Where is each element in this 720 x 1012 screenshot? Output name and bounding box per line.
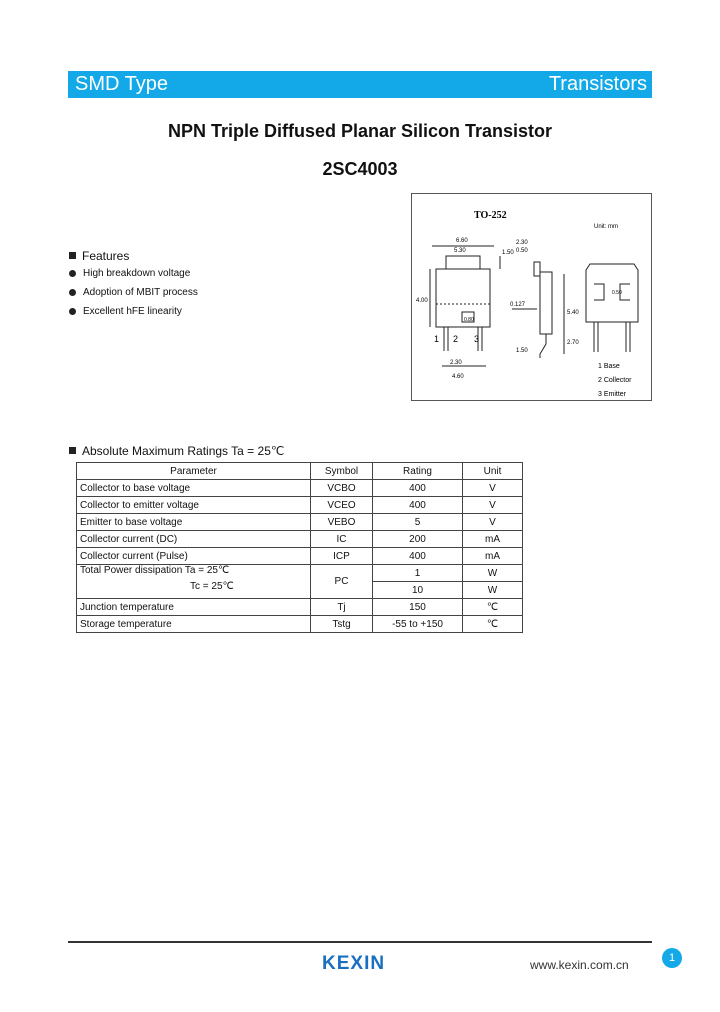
header-right: Transistors: [548, 73, 647, 95]
pin-3-label: 3: [474, 334, 480, 344]
list-item: High breakdown voltage: [69, 268, 198, 287]
bullet-icon: [69, 270, 76, 277]
package-drawing-box: [411, 193, 652, 401]
dim-f: 2.30: [450, 360, 462, 366]
table-row: Collector to emitter voltage VCEO 400 V: [77, 497, 523, 514]
part-number: 2SC4003: [322, 159, 398, 179]
package-drawing: [412, 194, 653, 402]
pin-2-label: 2: [453, 334, 459, 344]
dim-g: 4.60: [452, 374, 464, 380]
dim-h: 2.30: [516, 240, 528, 246]
dim-i: 0.50: [516, 248, 528, 254]
dim-e: 0.80: [464, 317, 474, 323]
table-header-row: [77, 463, 523, 480]
pin-legend-base: 1 Base: [598, 363, 620, 370]
list-item: Adoption of MBIT process: [69, 287, 198, 306]
side-view: [512, 262, 564, 358]
dim-k: 5.40: [567, 310, 579, 316]
company-logo: KEXIN: [322, 953, 386, 974]
dim-a: 6.60: [456, 238, 468, 244]
power-parameter-cell: Total Power dissipation Ta = 25℃ Tc = 25℃: [77, 565, 311, 599]
table-row: 10 W: [77, 582, 523, 599]
pin-1-label: 1: [434, 334, 440, 344]
table-row: Total Power dissipation Ta = 25℃ Tc = 25℃ PC 1 W: [77, 565, 523, 582]
dim-l: 2.70: [567, 340, 579, 346]
col-symbol: Symbol: [311, 463, 373, 480]
table-row: Collector current (Pulse) ICP 400 mA: [77, 548, 523, 565]
ratings-table: [76, 462, 523, 633]
square-bullet-icon: [69, 252, 76, 259]
company-url[interactable]: www.kexin.com.cn: [530, 958, 629, 972]
col-parameter: Parameter: [77, 463, 311, 480]
back-view: [586, 264, 638, 352]
bullet-icon: [69, 289, 76, 296]
table-row: Collector current (DC) IC 200 mA: [77, 531, 523, 548]
square-bullet-icon: [69, 447, 76, 454]
col-unit: Unit: [463, 463, 523, 480]
table-row: Emitter to base voltage VEBO 5 V: [77, 514, 523, 531]
page-number: 1: [662, 948, 682, 968]
list-item: Excellent hFE linearity: [69, 306, 198, 325]
header-banner: [68, 71, 652, 98]
col-rating: Rating: [373, 463, 463, 480]
bullet-icon: [69, 308, 76, 315]
header-left: SMD Type: [75, 73, 168, 95]
dim-n: 0.50: [612, 290, 622, 296]
pin-legend-collector: 2 Collector: [598, 377, 632, 384]
front-view: [430, 246, 500, 366]
ratings-heading: Absolute Maximum Ratings Ta = 25℃: [69, 444, 284, 458]
dim-d: 4.00: [416, 298, 428, 304]
features-list: [69, 268, 198, 325]
dim-j: 0.127: [510, 302, 526, 308]
document-title: NPN Triple Diffused Planar Silicon Transistor: [167, 121, 553, 141]
pin-legend-emitter: 3 Emitter: [598, 391, 627, 398]
table-row: Junction temperature Tj 150 ℃: [77, 599, 523, 616]
package-name: TO-252: [474, 210, 507, 221]
table-row: Collector to base voltage VCBO 400 V: [77, 480, 523, 497]
table-row: Storage temperature Tstg -55 to +150 ℃: [77, 616, 523, 633]
package-unit: Unit: mm: [594, 224, 618, 230]
dim-m: 1.50: [516, 348, 528, 354]
features-heading: Features: [69, 249, 129, 263]
dim-b: 5.30: [454, 248, 466, 254]
dim-c: 1.50: [502, 250, 514, 256]
footer-divider: [68, 941, 652, 943]
